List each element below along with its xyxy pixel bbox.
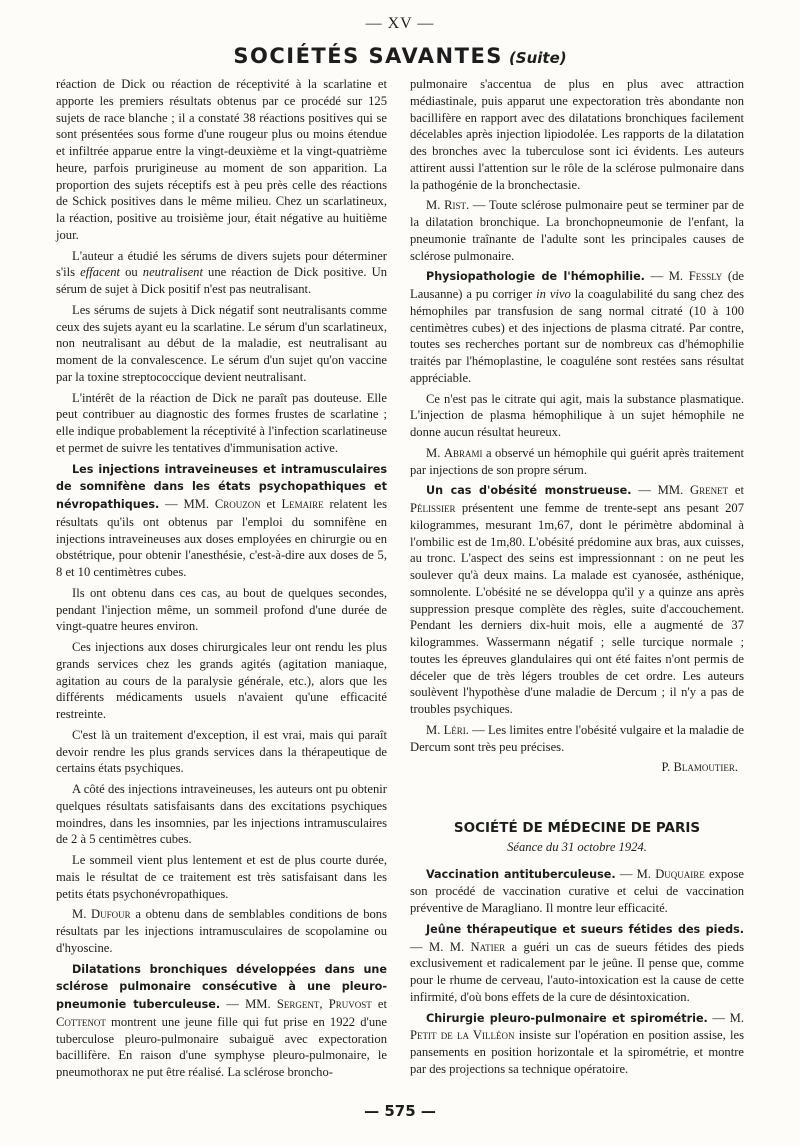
paragraph: M. Abrami a observé un hémophile qui guérit après traitement par injections de son propre sérum. [410, 445, 744, 477]
signature: P. Blamoutier. [661, 760, 738, 775]
paragraph: Jeûne thérapeutique et sueurs fétides des pieds. — M. M. Natier a guéri un cas de sueurs fétides des pieds exclusivement et radicalement par le jeûne. Il pense que, comme pour le rhume de cerveau, l'auto-intoxication est la cause de cette infirmité, d'où bons effets de la cure de désintoxication. [410, 922, 744, 1004]
paragraph: Ces injections aux doses chirurgicales leur ont rendu les plus grands services chez les grands agités (agitation maniaque, agitation au cours de la paralysie générale, etc.), alors que les différents médicaments usuels n'avaient qu'une efficacité restreinte. [56, 640, 387, 721]
paragraph: Ils ont obtenu dans ces cas, au bout de quelques secondes, pendant l'injection même, un sommeil profond d'une durée de vingt-quatre heures environ. [56, 585, 387, 634]
paragraph: M. Léri. — Les limites entre l'obésité vulgaire et la maladie de Dercum sont très peu précises. [410, 722, 744, 754]
subheading: Un cas d'obésité monstrueuse. [426, 484, 632, 498]
paragraph: A côté des injections intraveineuses, les auteurs ont pu obtenir quelques résultats satisfaisants dans des excitations psychiques moindres, dans les insomnies, par les injections intramusculaires de 2 à 5 centimètres cubes. [56, 782, 387, 847]
paragraph: pulmonaire s'accentua de plus en plus avec attraction médiastinale, puis apparut une expectoration très abondante non bacillifère en rapport avec des dilatations bronchiques facilement décelables après injection lipiodolée. Les rapports de la dilatation des bronches avec la tuberculose sont ici évidents. Les auteurs attirent aussi l'attention sur le rôle de la sclérose pulmonaire dans la pathogénie de la bronchectasie. [410, 77, 744, 192]
paragraph: Les injections intraveineuses et intramusculaires de somnifène dans les états psychopathiques et névropathiques. — MM. Crouzon et Lemaire relatent les résultats qu'ils ont obtenus par l'emploi du somnifène en injections intraveineuses aux doses employées en chirurgie ou en obstétrique, pour obtenir l'anesthésie, c'est-à-dire aux doses de 5, 8 et 10 centimètres cubes. [56, 462, 388, 579]
paragraph: Les sérums de sujets à Dick négatif sont neutralisants comme ceux des sujets ayant eu la scarlatine. Le sérum d'un scarlatineux, non neutralisant au début de la maladie, est neutralisant au moment de la convalescence. Le sérum d'un sujet qu'on vaccine par la toxine streptococcique devient neutralisant. [56, 302, 387, 384]
subheading: Vaccination antituberculeuse. [426, 867, 616, 881]
paragraph: L'auteur a étudié les sérums de divers sujets pour déterminer s'ils effacent ou neutralisent une réaction de Dick positive. Un sérum de sujet à Dick positif n'est pas neutralisant. [56, 248, 387, 296]
paragraph: C'est là un traitement d'exception, il est vrai, mais qui paraît devoir rendre les plus grands services dans la thérapeutique de certains états psychiques. [56, 727, 387, 776]
paragraph: Le sommeil vient plus lentement et est de plus courte durée, mais le résultat de ce traitement est très satisfaisant dans les petits états psychonévropathiques. [56, 853, 387, 901]
left-column [56, 76, 387, 1085]
subheading: Les injections intraveineuses et intramusculaires de somnifène dans les états psychopathiques et névropathiques. [56, 462, 387, 511]
section-date: Séance du 31 octobre 1924. [507, 839, 647, 854]
running-header [0, 44, 800, 68]
paragraph: M. Rist. — Toute sclérose pulmonaire peut se terminer par de la dilatation bronchique. La bronchopneumonie de l'enfant, la pneumonie traînante de l'adulte sont les principales causes de sclérose pulmonaire. [410, 198, 745, 263]
subheading: Chirurgie pleuro-pulmonaire et spirométrie. [426, 1011, 708, 1025]
paragraph: Chirurgie pleuro-pulmonaire et spirométrie. — M. Petit de la Villéon insiste sur l'opération en position assise, les pansements en position horizontale et la spirométrie, et montre par des projections sa technique opératoire. [410, 1010, 745, 1076]
paragraph: Dilatations bronchiques développées dans une sclérose pulmonaire consécutive à une pleuro-pneumonie tuberculeuse. — MM. Sergent, Pruvost et Cottenot montrent une jeune fille qui fut prise en 1922 d'une tuberculose pleuro-pulmonaire subaiguë avec expectoration bacillifère. En raison d'une symphyse pleuro-pulmonaire, le pneumothorax ne put être réalisé. La sclérose broncho- [56, 962, 387, 1079]
paragraph: Ce n'est pas le citrate qui agit, mais la substance plasmatique. L'injection de plasma hémophilique à un sujet hémophile ne donne aucun résultat heureux. [410, 391, 744, 439]
header-title: SOCIÉTÉS SAVANTES [233, 44, 503, 68]
paragraph: Physiopathologie de l'hémophilie. — M. Fessly (de Lausanne) a pu corriger in vivo la coagulabilité du sang chez des hémophiles par transfusion de sang normal citraté (10 à 100 centimètres cubes) et des injections de plasma citraté. Par contre, toutes ses recherches portant sur de nombreux cas d'hémophilie traités par l'hémoplastine, le coaguléne sont restées sans résultat appréciable. [410, 269, 745, 385]
header-suite: (Suite) [508, 49, 567, 67]
bottom-page-number: — 575 — [364, 1102, 436, 1120]
subheading: Dilatations bronchiques développées dans une sclérose pulmonaire consécutive à une pleuro-pneumonie tuberculeuse. [56, 962, 387, 1011]
paragraph: Vaccination antituberculeuse. — M. Duquaire expose son procédé de vaccination curative et celui de vaccination préventive de Maragliano. Il montre leur efficacité. [410, 866, 744, 915]
paragraph: L'intérêt de la réaction de Dick ne paraît pas douteuse. Elle peut contribuer au diagnostic des formes frustes de scarlatine ; elle indique probablement la réceptivité à l'infection scarlatineuse et permet de suivre les tentatives d'immunisation active. [56, 390, 387, 455]
paragraph: Un cas d'obésité monstrueuse. — MM. Grenet et Pélissier présentent une femme de trente-sept ans pesant 207 kilogrammes, mesurant 1m,67, dont le périmètre abdominal à l'ombilic est de 1m,80. L'obésité prédomine aux bras, aux cuisses, au tronc. L'aspect des seins est impressionnant : on ne peut les soulever qu'à deux mains. La malade est cyanosée, asthénique, somnolente. L'obésité ne se développa qu'il y a quinze ans après suppression presque complète des règles, suite d'accouchement. Pendant les derniers dix-huit mois, elle a augmenté de 37 kilogrammes. Wassermann négatif ; selle turcique normale ; toutes les épreuves glandulaires qui ont été faites n'ont permis de déceler que de très légers troubles de cet ordre. Les auteurs soulèvent l'hypothèse d'une maladie de Dercum ; il n'y a pas de troubles psychiques. [410, 483, 744, 716]
subheading: Jeûne thérapeutique et sueurs fétides des pieds. [426, 922, 744, 936]
section-title: SOCIÉTÉ DE MÉDECINE DE PARIS [453, 820, 701, 836]
subheading: Physiopathologie de l'hémophilie. [426, 270, 645, 284]
right-column [410, 76, 744, 1082]
top-page-number: — XV — [365, 15, 435, 32]
paragraph: M. Dufour a obtenu dans de semblables conditions de bons résultats par les injections intramusculaires de scopolamine ou d'hyoscine. [56, 907, 387, 955]
paragraph: réaction de Dick ou réaction de réceptivité à la scarlatine et apporte les premiers résultats obtenus par ce procédé sur 125 sujets de race blanche ; il a constaté 38 réactions positives qui se sont présentées sous forme d'une rougeur plus ou moins étendue et infiltrée apparue entre la vingt-deuxième et la vingt-quatrième heure, parfois prurigineuse au moment de son apparition. La proportion des sujets réceptifs est à peu près celle des réactions de Schick positives dans le même milieu. Chez un scarlatineux, la réaction, positive au troisième jour, était négative au huitième jour. [56, 77, 387, 242]
